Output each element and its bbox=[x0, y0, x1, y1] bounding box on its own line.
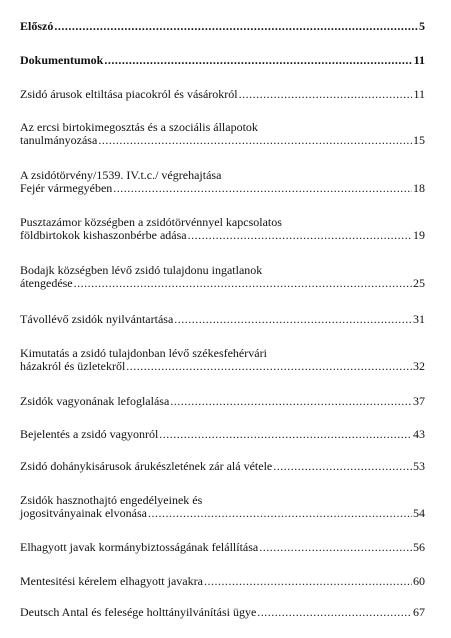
toc-entry-title: Zsidó árusok eltiltása piacokról és vásárokról bbox=[20, 87, 238, 101]
toc-leader-dots bbox=[174, 313, 412, 326]
toc-leader-dots bbox=[113, 182, 412, 195]
toc-entry bbox=[20, 88, 425, 101]
toc-page-number: 67 bbox=[413, 605, 425, 619]
toc-leader-dots bbox=[257, 606, 412, 619]
toc-leader-dots bbox=[74, 277, 412, 290]
toc-entry bbox=[20, 460, 425, 473]
toc-page-number: 53 bbox=[413, 459, 425, 473]
toc-entry bbox=[20, 169, 425, 195]
toc-entry-title: Az ercsi birtokimegosztás és a szociális állapotok bbox=[20, 120, 258, 134]
toc-page-number: 31 bbox=[413, 312, 425, 326]
toc-entry-title: házakról és üzletekről bbox=[20, 359, 126, 373]
toc-entry-line bbox=[20, 606, 425, 619]
toc-entry-line bbox=[20, 395, 425, 408]
toc-entry-title: Dokumentumok bbox=[20, 53, 104, 67]
toc-leader-dots bbox=[159, 428, 412, 441]
toc-page-number: 15 bbox=[413, 133, 425, 147]
toc-entry-title: Pusztazámor községben a zsidótörvénnyel kapcsolatos bbox=[20, 215, 282, 229]
toc-entry-title: Előszó bbox=[20, 19, 54, 33]
toc-entry-line bbox=[20, 182, 425, 195]
toc-leader-dots bbox=[98, 134, 412, 147]
toc-entry bbox=[20, 395, 425, 408]
toc-entry bbox=[20, 20, 425, 33]
toc-entry-line bbox=[20, 229, 425, 242]
toc-entry bbox=[20, 575, 425, 588]
toc-entry-title: tanulmányozása bbox=[20, 133, 98, 147]
toc-entry bbox=[20, 313, 425, 326]
toc-page-number: 5 bbox=[419, 19, 425, 33]
toc-entry-title: jogositványainak elvonása bbox=[20, 506, 147, 520]
toc-leader-dots bbox=[170, 395, 412, 408]
toc-entry-title: Kimutatás a zsidó tulajdonban lévő székesfehérvári bbox=[20, 346, 267, 360]
toc-leader-dots bbox=[188, 229, 412, 242]
toc-entry-line bbox=[20, 507, 425, 520]
toc-entry-line bbox=[20, 20, 425, 33]
toc-entry bbox=[20, 494, 425, 520]
toc-leader-dots bbox=[148, 507, 412, 520]
toc-entry-title: Bodajk községben lévő zsidó tulajdonu ingatlanok bbox=[20, 263, 263, 277]
toc-entry bbox=[20, 216, 425, 242]
toc-entry bbox=[20, 428, 425, 441]
toc-page-number: 43 bbox=[413, 427, 425, 441]
toc-entry-title: átengedése bbox=[20, 276, 73, 290]
toc-leader-dots bbox=[104, 54, 412, 67]
toc-entry bbox=[20, 541, 425, 554]
toc-entry-line bbox=[20, 313, 425, 326]
toc-entry-title: földbirtokok kishaszonbérbe adása bbox=[20, 228, 187, 242]
toc-entry-title: Zsidók vagyonának lefoglalása bbox=[20, 394, 170, 408]
toc-entry-line bbox=[20, 460, 425, 473]
toc-leader-dots bbox=[239, 88, 413, 101]
toc-page-number: 37 bbox=[413, 394, 425, 408]
toc-leader-dots bbox=[204, 575, 412, 588]
toc-entry-title: Távollévő zsidók nyilvántartása bbox=[20, 312, 174, 326]
toc-entry-line bbox=[20, 54, 425, 67]
toc-leader-dots bbox=[259, 541, 412, 554]
toc-entry-line bbox=[20, 264, 425, 277]
toc-entry-line bbox=[20, 428, 425, 441]
toc-page-number: 56 bbox=[413, 540, 425, 554]
toc-page-number: 32 bbox=[413, 359, 425, 373]
toc-entry bbox=[20, 54, 425, 67]
toc-leader-dots bbox=[273, 460, 412, 473]
toc-entry-line bbox=[20, 88, 425, 101]
toc-entry-title: Bejelentés a zsidó vagyonról bbox=[20, 427, 159, 441]
toc-entry-line bbox=[20, 575, 425, 588]
toc-entry-title: Elhagyott javak kormánybiztosságának felállítása bbox=[20, 540, 259, 554]
toc-page-number: 60 bbox=[413, 574, 425, 588]
toc-entry bbox=[20, 347, 425, 373]
toc-entry-title: Mentesitési kérelem elhagyott javakra bbox=[20, 574, 203, 588]
toc-page-number: 18 bbox=[413, 181, 425, 195]
toc-entry-line bbox=[20, 541, 425, 554]
toc-entry-title: Zsidók hasznothajtó engedélyeinek és bbox=[20, 493, 203, 507]
toc-leader-dots bbox=[126, 360, 412, 373]
toc-page-number: 54 bbox=[413, 506, 425, 520]
toc-page-number: 11 bbox=[413, 87, 425, 101]
toc-entry-title: A zsidótörvény/1539. IV.t.c./ végrehajtása bbox=[20, 168, 222, 182]
toc-entry-line bbox=[20, 277, 425, 290]
toc-entry-title: Zsidó dohánykisárusok árukészletének zár alá vétele bbox=[20, 459, 273, 473]
toc-entry-title: Fejér vármegyében bbox=[20, 181, 113, 195]
toc-entry bbox=[20, 606, 425, 619]
toc-entry bbox=[20, 121, 425, 147]
toc-page-number: 25 bbox=[413, 276, 425, 290]
toc-entry bbox=[20, 264, 425, 290]
toc-leader-dots bbox=[54, 20, 418, 33]
toc-page-number: 19 bbox=[413, 228, 425, 242]
toc-entry-line bbox=[20, 134, 425, 147]
toc-entry-title: Deutsch Antal és felesége holttányilvánítási ügye bbox=[20, 605, 257, 619]
toc-page-number: 11 bbox=[413, 53, 425, 67]
toc-entry-line bbox=[20, 360, 425, 373]
